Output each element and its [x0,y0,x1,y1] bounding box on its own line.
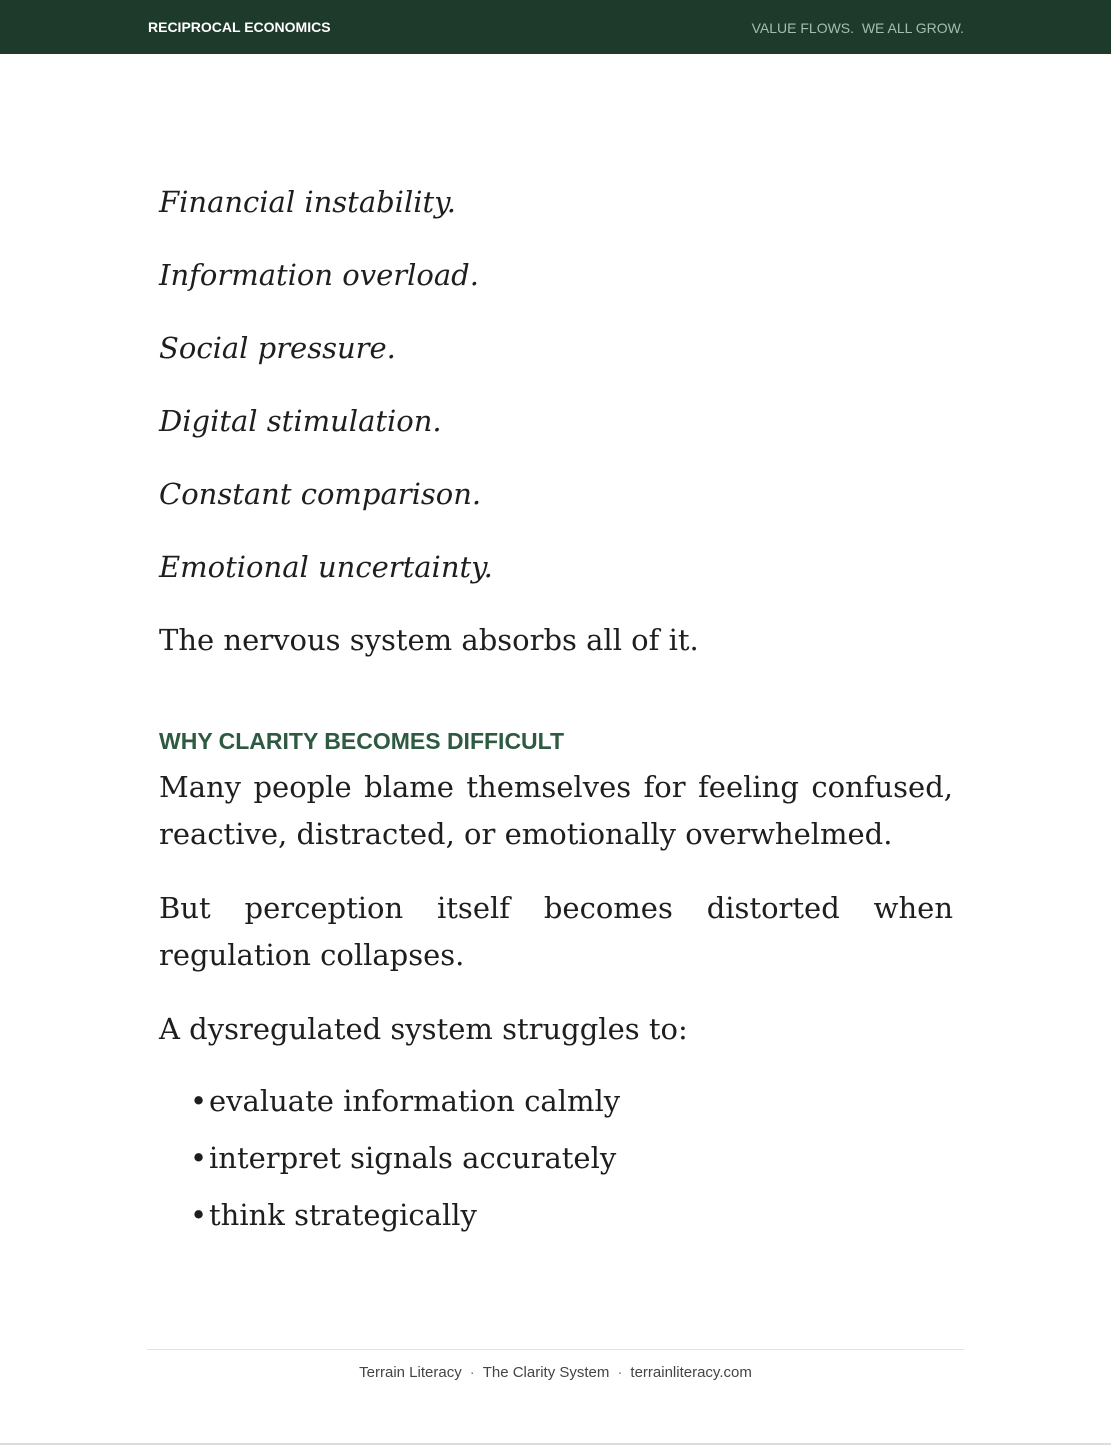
section-heading: WHY CLARITY BECOMES DIFFICULT [159,728,565,754]
list-item [190,1189,620,1246]
footer-separator: · [469,1364,475,1381]
list-item [190,1075,620,1132]
footer-item-terrain-literacy[interactable]: Terrain Literacy [359,1364,462,1381]
paragraph: Many people blame themselves for feeling confused, reactive, distracted, or emotionally overwhelmed. [159,770,953,851]
footer-item-website-link[interactable]: terrainliteracy.com [630,1364,752,1381]
list-item [190,1132,620,1189]
paragraph: A dysregulated system struggles to: [159,1012,688,1046]
footer-item-clarity-system[interactable]: The Clarity System [482,1364,610,1381]
tagline: VALUE FLOWS. WE ALL GROW. [751,20,964,36]
list-item-text: evaluate information calmly [209,1084,621,1118]
stressor-list [159,170,953,681]
brand-name[interactable]: RECIPROCAL ECONOMICS [148,19,331,35]
list-item-text: think strategically [209,1198,477,1232]
paragraph: But perception itself becomes distorted when regulation collapses. [159,891,953,972]
list-item-text: interpret signals accurately [209,1141,617,1175]
bullet-icon: • [190,1084,208,1118]
bullet-list [190,1075,620,1246]
stressor-line: Social pressure. [159,331,396,365]
stressor-line: Constant comparison. [159,477,482,511]
bullet-icon: • [190,1141,208,1175]
bullet-icon: • [190,1198,208,1232]
footer-divider [147,1349,964,1350]
stressor-line: Financial instability. [159,185,456,219]
stressor-line: Information overload. [159,258,479,292]
footer-separator: · [617,1364,623,1381]
stressor-line: Emotional uncertainty. [159,550,493,584]
footer [0,1364,1111,1381]
top-bar [0,0,1111,54]
summary-line: The nervous system absorbs all of it. [159,623,699,657]
stressor-line: Digital stimulation. [159,404,442,438]
